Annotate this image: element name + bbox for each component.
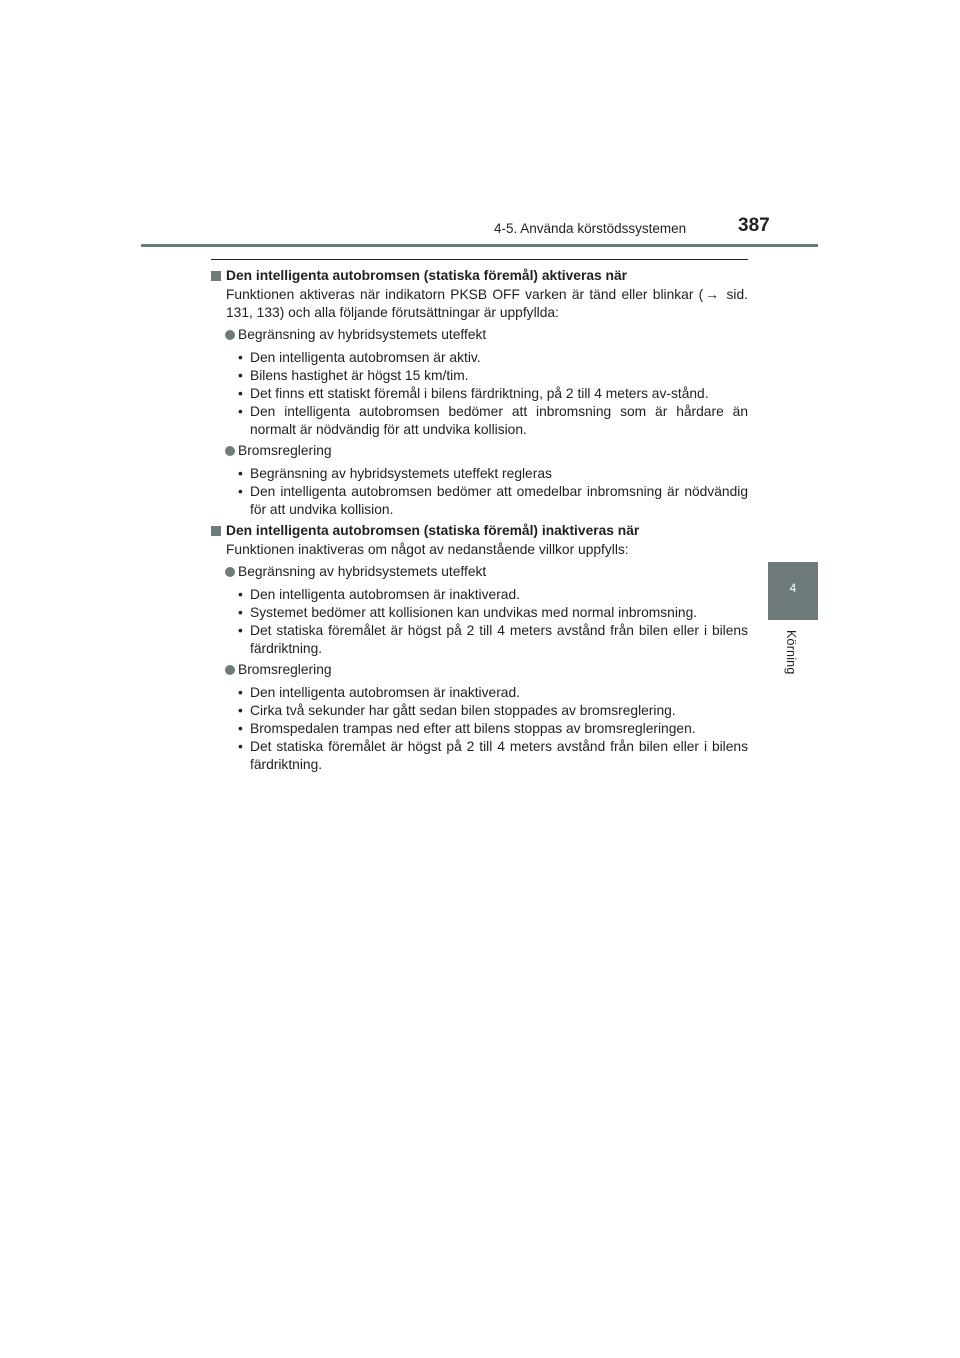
circle-bullet-icon xyxy=(225,665,235,675)
group-heading xyxy=(211,326,748,344)
group-heading xyxy=(211,661,748,679)
list-item: • Bromspedalen trampas ned efter att bilens stoppas av bromsregleringen. xyxy=(211,720,748,738)
heading-text: Den intelligenta autobromsen (statiska föremål) aktiveras när xyxy=(226,268,627,283)
list-item: • Den intelligenta autobromsen är inaktiverad. xyxy=(211,684,748,702)
group-heading xyxy=(211,442,748,460)
section-heading-deactivation xyxy=(211,522,748,540)
list-item: • Begränsning av hybridsystemets uteffekt regleras xyxy=(211,465,748,483)
arrow-right-icon: → xyxy=(705,287,720,302)
bullet-list xyxy=(211,684,748,774)
circle-bullet-icon xyxy=(225,567,235,577)
group-title: Begränsning av hybridsystemets uteffekt xyxy=(238,327,487,342)
page-number: 387 xyxy=(738,215,770,236)
chapter-label: Körning xyxy=(784,630,798,675)
list-item: • Den intelligenta autobromsen är aktiv. xyxy=(211,349,748,367)
group-title: Begränsning av hybridsystemets uteffekt xyxy=(238,564,487,579)
section-intro xyxy=(211,286,748,322)
section-heading-activation xyxy=(211,267,748,285)
intro-ref-text: sid. 131, 133) och alla följande förutsättningar är uppfyllda: xyxy=(226,287,748,320)
group-heading xyxy=(211,563,748,581)
square-bullet-icon xyxy=(211,271,221,281)
circle-bullet-icon xyxy=(225,330,235,340)
list-item: • Den intelligenta autobromsen bedömer att inbromsning som är hårdare än normalt är nödvändig för att undvika kollision. xyxy=(211,403,748,439)
list-item: • Systemet bedömer att kollisionen kan undvikas med normal inbromsning. xyxy=(211,604,748,622)
chapter-number: 4 xyxy=(789,581,797,595)
section-intro: Funktionen inaktiveras om något av nedanstående villkor uppfylls: xyxy=(226,542,629,557)
group-title: Bromsreglering xyxy=(238,662,332,677)
list-item: • Det finns ett statiskt föremål i bilens färdriktning, på 2 till 4 meters av-stånd. xyxy=(211,385,748,403)
list-item: • Det statiska föremålet är högst på 2 till 4 meters avstånd från bilen eller i bilens färdriktning. xyxy=(211,738,748,774)
chapter-tab xyxy=(768,562,818,620)
intro-text: Funktionen aktiveras när indikatorn PKSB OFF varken är tänd eller blinkar ( xyxy=(226,287,704,302)
bullet-list xyxy=(211,465,748,519)
header-rule xyxy=(141,244,818,247)
bullet-list xyxy=(211,586,748,658)
page-content xyxy=(211,259,748,777)
list-item: • Cirka två sekunder har gått sedan bilen stoppades av bromsreglering. xyxy=(211,702,748,720)
list-item: • Den intelligenta autobromsen bedömer att omedelbar inbromsning är nödvändig för att undvika kollision. xyxy=(211,483,748,519)
bullet-list xyxy=(211,349,748,439)
group-title: Bromsreglering xyxy=(238,443,332,458)
heading-text: Den intelligenta autobromsen (statiska föremål) inaktiveras när xyxy=(226,523,640,538)
section-title: 4-5. Använda körstödssystemen xyxy=(494,221,687,236)
list-item: • Det statiska föremålet är högst på 2 till 4 meters avstånd från bilen eller i bilens färdriktning. xyxy=(211,622,748,658)
square-bullet-icon xyxy=(211,526,221,536)
list-item: • Den intelligenta autobromsen är inaktiverad. xyxy=(211,586,748,604)
list-item: • Bilens hastighet är högst 15 km/tim. xyxy=(211,367,748,385)
circle-bullet-icon xyxy=(225,446,235,456)
